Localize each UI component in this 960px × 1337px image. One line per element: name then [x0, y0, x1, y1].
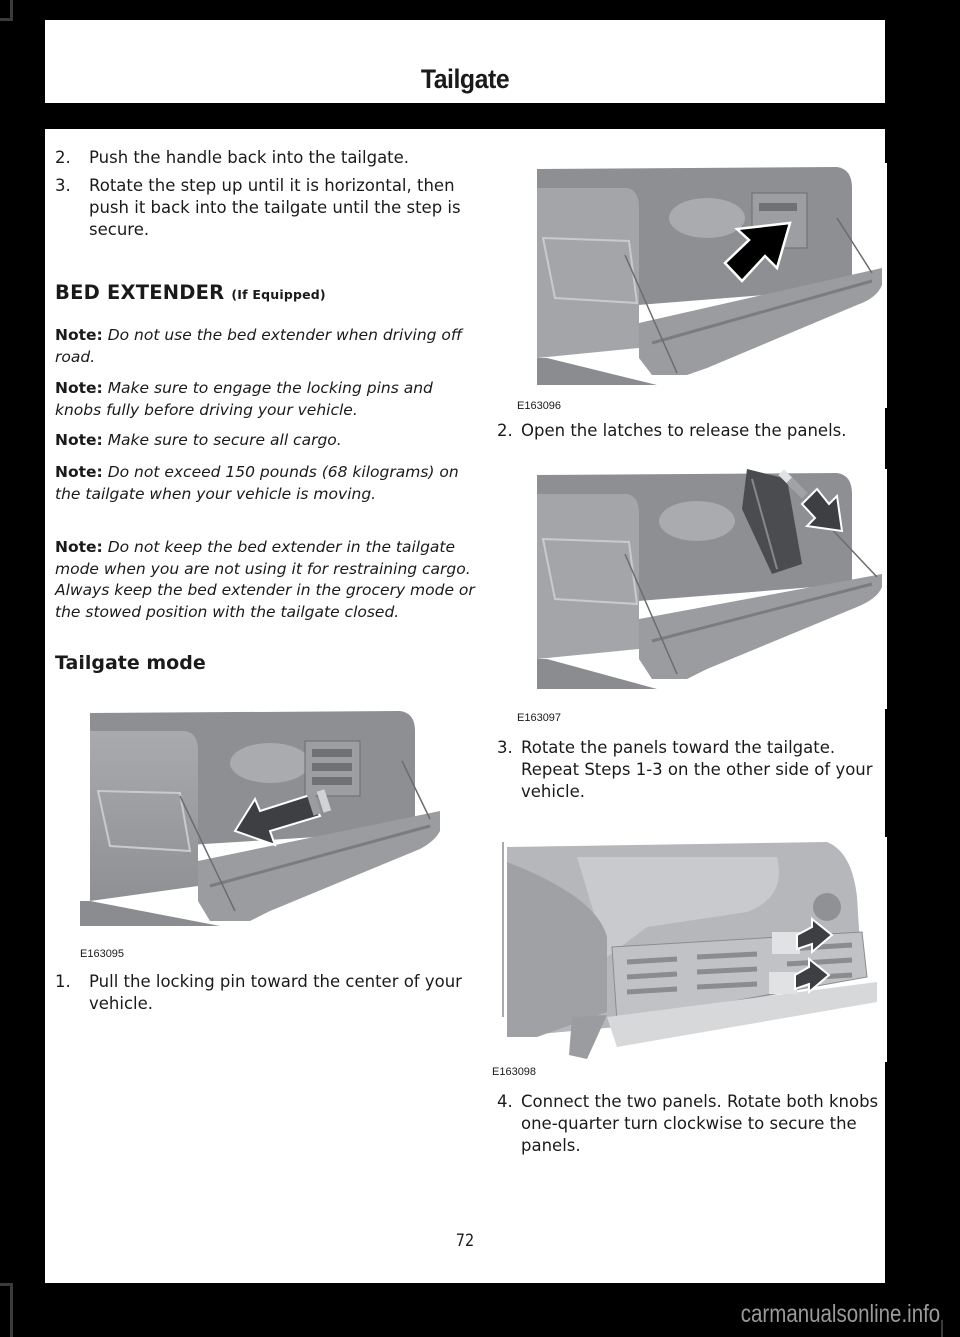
figure-tailgate-mode	[80, 701, 450, 960]
step-item: 4. Connect the two panels. Rotate both knobs one-quarter turn clockwise to secure the panels.	[497, 1092, 879, 1155]
note: Note: Do not exceed 150 pounds (68 kilograms) on the tailgate when your vehicle is moving.	[55, 463, 459, 503]
figure-code: E163097	[517, 712, 562, 724]
release-panels-illustration	[537, 469, 887, 709]
step-item: 2. Push the handle back into the tailgate.	[55, 148, 410, 167]
note: Note: Do not use the bed extender when driving off road.	[55, 326, 463, 366]
connect-panels-illustration	[497, 837, 887, 1062]
step-item: 3. Rotate the step up until it is horizontal, then push it back into the tailgate until the step is secure.	[55, 176, 461, 239]
tailgate-illustration	[80, 701, 450, 941]
note: Note: Do not keep the bed extender in the tailgate mode when you are not using it for restraining cargo. Always keep the bed extender in the grocery mode or the stowed position with the tailgate closed.	[55, 538, 475, 621]
figure-code: E163098	[492, 1066, 537, 1078]
figure-code: E163095	[80, 948, 125, 960]
section-heading: BED EXTENDER (If Equipped)	[55, 281, 326, 304]
figure-release-panels	[517, 469, 887, 724]
figure-open-latches	[517, 163, 887, 412]
step-item: 2. Open the latches to release the panels.	[497, 421, 847, 440]
section-qualifier: (If Equipped)	[231, 287, 326, 302]
step-item: 1. Pull the locking pin toward the center of your vehicle.	[55, 972, 462, 1013]
crop-mark-bottom-right-v	[941, 1320, 943, 1337]
subheading-tailgate-mode: Tailgate mode	[55, 652, 206, 674]
page-title: Tailgate	[420, 64, 510, 94]
step-item: 3. Rotate the panels toward the tailgate. Repeat Steps 1-3 on the other side of your vehicle.	[497, 738, 873, 801]
figure-connect-panels	[492, 837, 887, 1078]
note: Note: Make sure to secure all cargo.	[55, 431, 342, 449]
manual-page	[45, 129, 885, 1283]
crop-mark-bottom-left-v	[10, 1283, 13, 1337]
watermark-link[interactable]: carmanualsonline.info	[740, 1300, 940, 1328]
latch-illustration	[537, 163, 887, 408]
page-header	[45, 20, 885, 103]
crop-mark-top-left-v	[10, 0, 13, 21]
page-number: 72	[455, 1231, 475, 1251]
figure-code: E163096	[517, 400, 562, 412]
note: Note: Make sure to engage the locking pins and knobs fully before driving your vehicle.	[55, 379, 433, 419]
